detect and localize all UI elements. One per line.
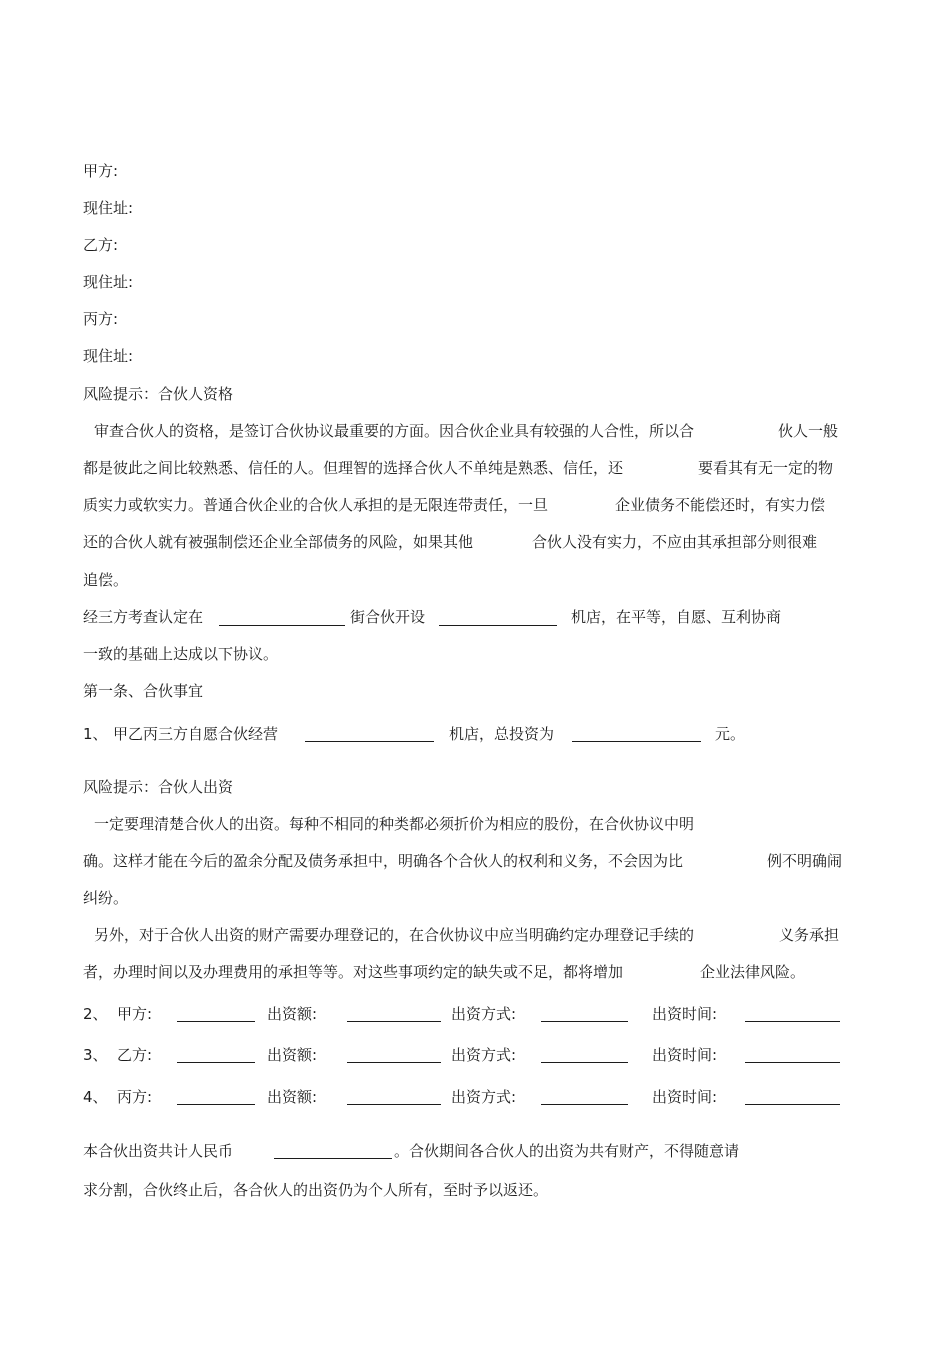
time-label: 出资时间: xyxy=(652,1046,718,1064)
risk2-line3: 纠纷。 xyxy=(83,889,129,907)
party-b-label: 乙方: xyxy=(83,236,119,254)
party-label: 甲方: xyxy=(117,1005,153,1023)
method-blank[interactable] xyxy=(541,1021,628,1022)
risk1-line4-end: 合伙人没有实力，不应由其承担部分则很难 xyxy=(532,533,818,551)
risk1-line1-start: 审查合伙人的资格，是签订合伙协议最重要的方面。因合伙企业具有较强的人合性，所以合 xyxy=(94,422,695,440)
shop-name-blank[interactable] xyxy=(439,625,557,626)
total-text-start: 本合伙出资共计人民币 xyxy=(83,1142,234,1160)
intro-part2: 街合伙开设 xyxy=(350,608,426,626)
total-line2: 求分割，合伙终止后，各合伙人的出资仍为个人所有，至时予以返还。 xyxy=(83,1181,549,1199)
risk2-line1: 一定要理清楚合伙人的出资。每种不相同的种类都必须折价为相应的股份，在合伙协议中明 xyxy=(94,815,695,833)
risk1-line1-end: 伙人一般 xyxy=(778,422,839,440)
method-blank[interactable] xyxy=(541,1062,628,1063)
item1-text1: 甲乙丙三方自愿合伙经营 xyxy=(113,725,279,743)
risk1-line4-start: 还的合伙人就有被强制偿还企业全部债务的风险，如果其他 xyxy=(83,533,474,551)
risk-heading-qualification: 风险提示：合伙人资格 xyxy=(83,385,234,403)
row-number: 3、 xyxy=(83,1046,108,1064)
risk1-line2-end: 要看其有无一定的物 xyxy=(698,459,834,477)
risk1-line5: 追偿。 xyxy=(83,571,129,589)
risk2-line2-end: 例不明确闹 xyxy=(767,852,843,870)
amount-label: 出资额: xyxy=(267,1046,318,1064)
party-label: 乙方: xyxy=(117,1046,153,1064)
total-text-end: 。合伙期间各合伙人的出资为共有财产，不得随意请 xyxy=(394,1142,740,1160)
amount-blank[interactable] xyxy=(347,1021,441,1022)
party-name-blank[interactable] xyxy=(177,1104,255,1105)
amount-label: 出资额: xyxy=(267,1005,318,1023)
item1-text2: 机店，总投资为 xyxy=(449,725,555,743)
business-blank[interactable] xyxy=(305,741,434,742)
total-amount-blank[interactable] xyxy=(274,1158,392,1159)
amount-blank[interactable] xyxy=(347,1062,441,1063)
time-blank[interactable] xyxy=(745,1021,840,1022)
party-name-blank[interactable] xyxy=(177,1021,255,1022)
risk1-line3-start: 质实力或软实力。普通合伙企业的合伙人承担的是无限连带责任，一旦 xyxy=(83,496,549,514)
intro-part1: 经三方考查认定在 xyxy=(83,608,204,626)
method-label: 出资方式: xyxy=(451,1046,517,1064)
row-number: 4、 xyxy=(83,1088,108,1106)
risk-heading-contribution: 风险提示：合伙人出资 xyxy=(83,778,234,796)
party-a-address-label: 现住址: xyxy=(83,199,134,217)
time-label: 出资时间: xyxy=(652,1005,718,1023)
row-number: 2、 xyxy=(83,1005,108,1023)
intro-part3: 机店，在平等，自愿、互利协商 xyxy=(571,608,782,626)
party-name-blank[interactable] xyxy=(177,1062,255,1063)
party-b-address-label: 现住址: xyxy=(83,273,134,291)
risk1-line3-end: 企业债务不能偿还时，有实力偿 xyxy=(615,496,826,514)
time-label: 出资时间: xyxy=(652,1088,718,1106)
intro-line2: 一致的基础上达成以下协议。 xyxy=(83,645,279,663)
risk2-line4-start: 另外，对于合伙人出资的财产需要办理登记的，在合伙协议中应当明确约定办理登记手续的 xyxy=(94,926,695,944)
amount-blank[interactable] xyxy=(347,1104,441,1105)
risk2-line4-end: 义务承担 xyxy=(779,926,840,944)
party-label: 丙方: xyxy=(117,1088,153,1106)
party-c-label: 丙方: xyxy=(83,310,119,328)
risk1-line2-start: 都是彼此之间比较熟悉、信任的人。但理智的选择合伙人不单纯是熟悉、信任，还 xyxy=(83,459,624,477)
party-a-label: 甲方: xyxy=(83,162,119,180)
method-label: 出资方式: xyxy=(451,1005,517,1023)
party-c-address-label: 现住址: xyxy=(83,347,134,365)
street-blank[interactable] xyxy=(219,625,345,626)
article1-heading: 第一条、合伙事宜 xyxy=(83,682,204,700)
item1-number: 1、 xyxy=(83,725,108,743)
item1-text3: 元。 xyxy=(715,725,746,743)
time-blank[interactable] xyxy=(745,1062,840,1063)
risk2-line2-start: 确。这样才能在今后的盈余分配及债务承担中，明确各个合伙人的权利和义务，不会因为比 xyxy=(83,852,684,870)
time-blank[interactable] xyxy=(745,1104,840,1105)
method-blank[interactable] xyxy=(541,1104,628,1105)
method-label: 出资方式: xyxy=(451,1088,517,1106)
risk2-line5-end: 企业法律风险。 xyxy=(700,963,806,981)
total-investment-blank[interactable] xyxy=(572,741,701,742)
risk2-line5-start: 者，办理时间以及办理费用的承担等等。对这些事项约定的缺失或不足，都将增加 xyxy=(83,963,624,981)
amount-label: 出资额: xyxy=(267,1088,318,1106)
